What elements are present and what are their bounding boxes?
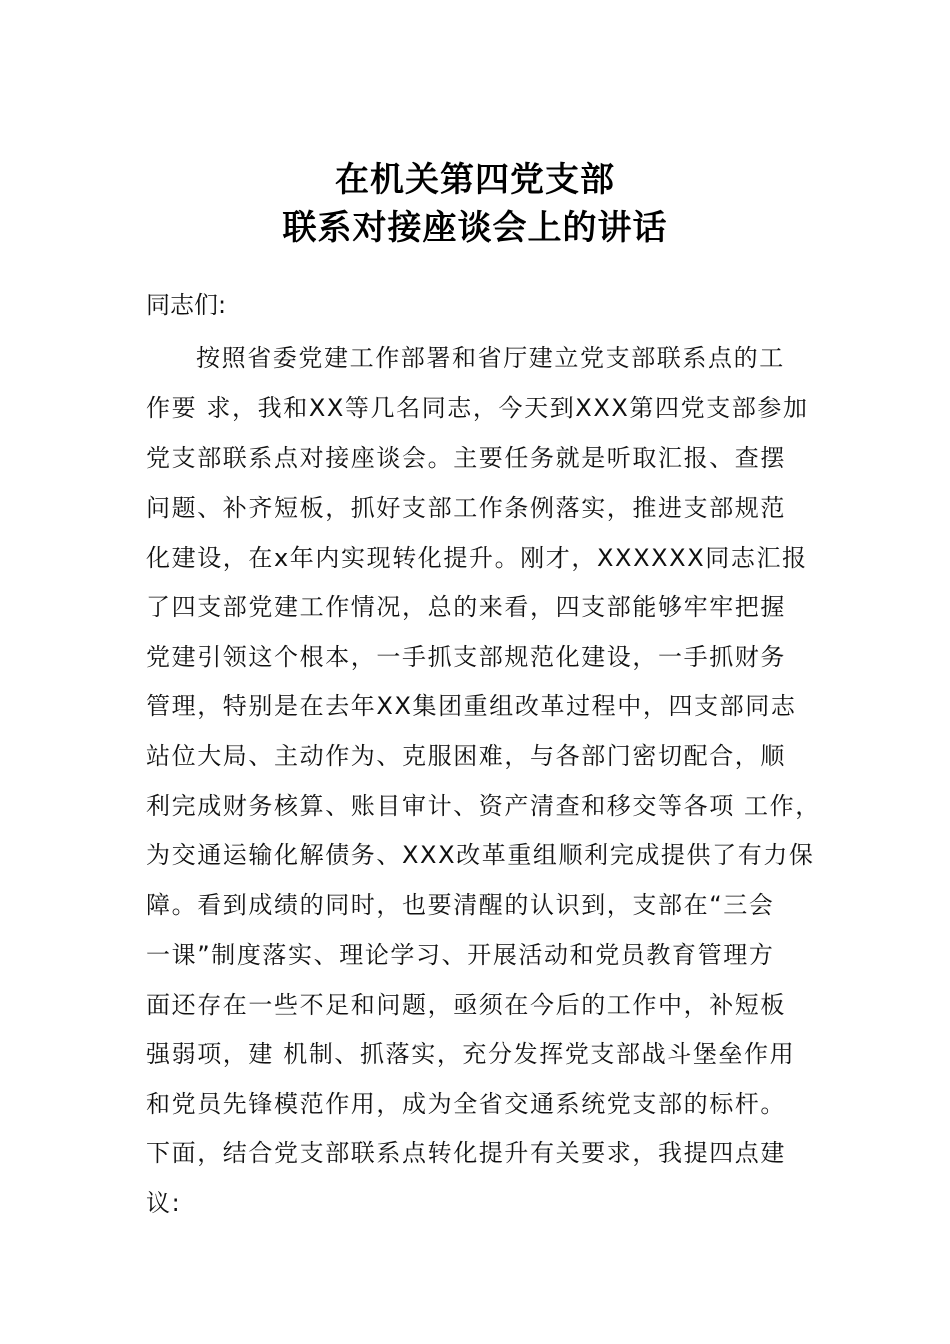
body-line: 管理，特别是在去年XX集团重组改革过程中，四支部同志 (146, 692, 797, 720)
body-line: 下面，结合党支部联系点转化提升有关要求，我提四点建 (146, 1139, 786, 1167)
body-line: 强弱项，建 机制、抓落实，充分发挥党支部战斗堡垒作用 (146, 1040, 796, 1068)
body-line: 和党员先锋模范作用，成为全省交通系统党支部的标杆。 (146, 1090, 786, 1118)
document-title-line-1: 在机关第四党支部 (335, 160, 615, 200)
body-line: 障。看到成绩的同时，也要清醒的认识到，支部在“三会 (146, 891, 775, 919)
body-line: 党建引领这个根本，一手抓支部规范化建设，一手抓财务 (146, 643, 786, 671)
body-line: 一课”制度落实、理论学习、开展活动和党员教育管理方 (146, 941, 775, 969)
body-line: 为交通运输化解债务、XXX改革重组顺利完成提供了有力保 (146, 841, 815, 869)
body-line: 站位大局、主动作为、克服困难，与各部门密切配合，顺 (146, 742, 786, 770)
body-line: 党支部联系点对接座谈会。主要任务就是听取汇报、查摆 (146, 444, 786, 472)
salutation: 同志们: (146, 291, 227, 319)
body-line: 面还存在一些不足和问题，亟须在今后的工作中，补短板 (146, 991, 786, 1019)
body-line: 议: (146, 1189, 182, 1217)
body-line: 作要 求，我和XX等几名同志，今天到XXX第四党支部参加 (146, 394, 809, 422)
body-line: 化建设，在x年内实现转化提升。刚才，XXXXXX同志汇报 (146, 544, 808, 572)
body-line: 利完成财务核算、账目审计、资产清查和移交等各项 工作， (146, 792, 821, 820)
body-line: 问题、补齐短板，抓好支部工作条例落实，推进支部规范 (146, 494, 786, 522)
body-line: 了四支部党建工作情况，总的来看，四支部能够牢牢把握 (146, 593, 786, 621)
body-line: 按照省委党建工作部署和省厅建立党支部联系点的工 (196, 344, 785, 372)
document-title-line-2: 联系对接座谈会上的讲话 (282, 208, 668, 248)
